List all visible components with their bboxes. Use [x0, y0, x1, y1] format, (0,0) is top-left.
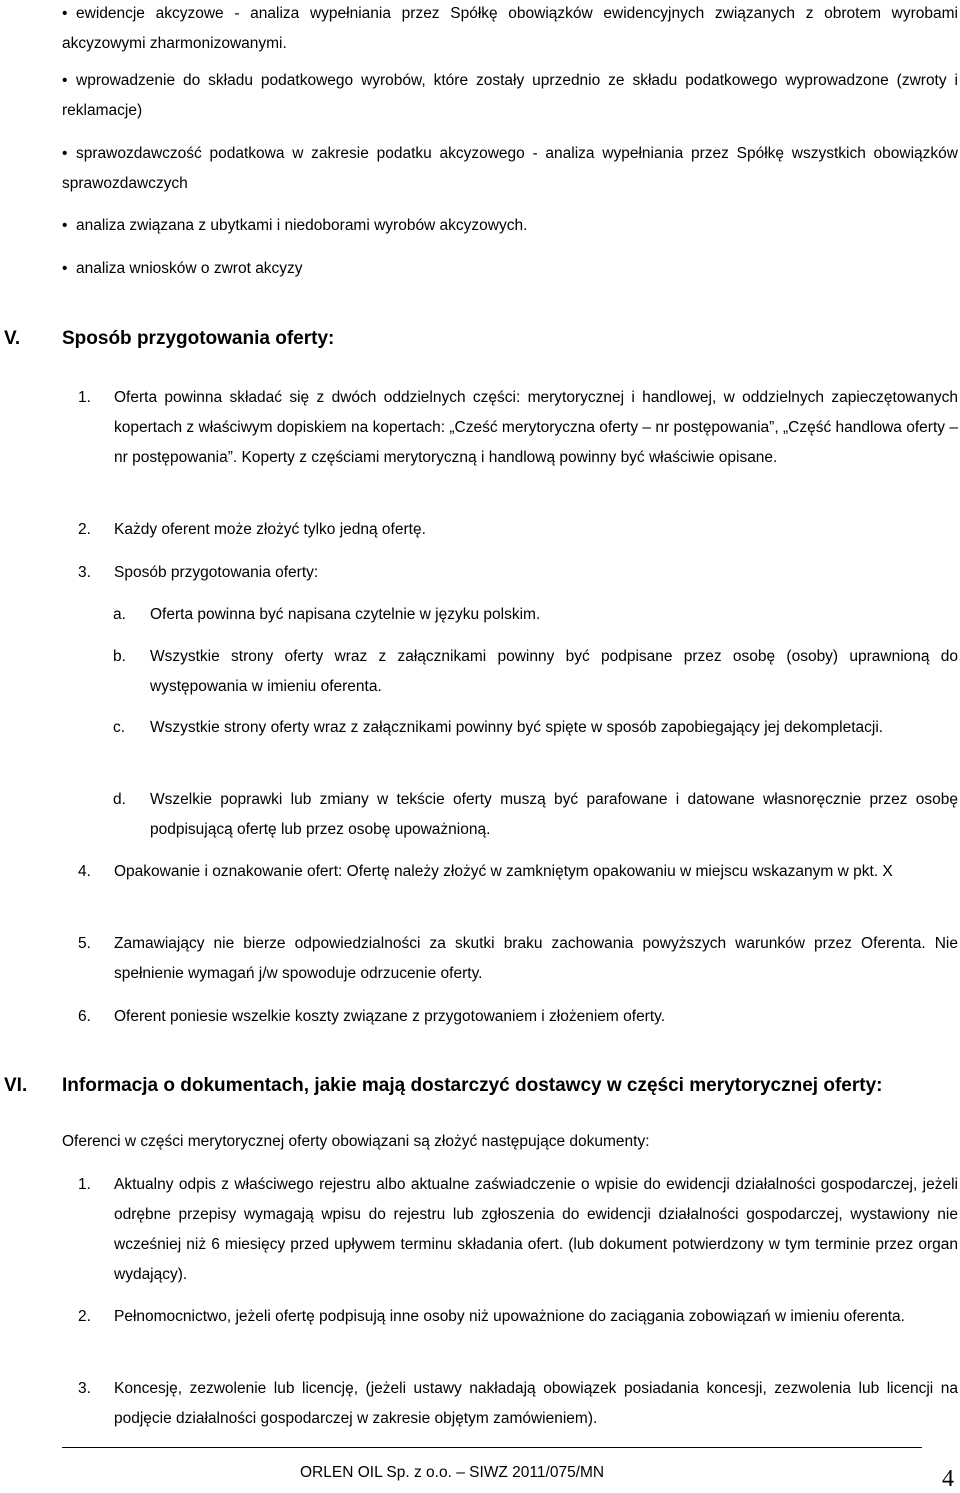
- list-item: 5. Zamawiający nie bierze odpowiedzialności za skutki braku zachowania powyższych warunków przez Oferenta. Nie spełnienie wymagań j/w spowoduje odrzucenie oferty.: [78, 935, 958, 982]
- bullet-item: • analiza związana z ubytkami i niedoborami wyrobów akcyzowych.: [62, 211, 958, 241]
- bullet-icon: •: [62, 217, 68, 234]
- list-item: 1. Aktualny odpis z właściwego rejestru albo aktualne zaświadczenie o wpisie do ewidencji działalności gospodarczej, jeżeli odrębne przepisy wymagają wpisu do rejestru lub zgłoszenia do ewidencji działalności gospodarczej, wystawiony nie wcześniej niż 6 miesięcy przed upływem terminu składania ofert. (lub dokument potwierdzony w tym terminie przez organ wydający).: [78, 1176, 958, 1283]
- bullet-icon: •: [62, 72, 68, 89]
- bullet-icon: •: [62, 145, 68, 162]
- list-item: 4. Opakowanie i oznakowanie ofert: Ofertę należy złożyć w zamkniętym opakowaniu w miejscu wskazanym w pkt. X: [78, 863, 893, 880]
- list-item: 6. Oferent poniesie wszelkie koszty związane z przygotowaniem i złożeniem oferty.: [78, 1008, 666, 1025]
- section-number: V.: [4, 328, 21, 349]
- section-title: Sposób przygotowania oferty:: [62, 328, 335, 349]
- list-item: 3. Koncesję, zezwolenie lub licencję, (jeżeli ustawy nakładają obowiązek posiadania koncesji, zezwolenia lub licencji na podjęcie działalności gospodarczej w zakresie objętym zamówieniem).: [78, 1380, 958, 1427]
- footer-text: ORLEN OIL Sp. z o.o. – SIWZ 2011/075/MN: [300, 1464, 605, 1481]
- sub-list-item: c. Wszystkie strony oferty wraz z załącznikami powinny być spięte w sposób zapobiegający jej dekompletacji.: [113, 719, 884, 736]
- list-item: 3. Sposób przygotowania oferty:: [78, 564, 319, 581]
- bullet-item: • sprawozdawczość podatkowa w zakresie podatku akcyzowego - analiza wypełniania przez Spółkę wszystkich obowiązków sprawozdawczych: [62, 139, 958, 199]
- footer-divider: [62, 1447, 922, 1448]
- section-title: Informacja o dokumentach, jakie mają dostarczyć dostawcy w części merytorycznej oferty:: [62, 1075, 883, 1096]
- bullet-item: • ewidencje akcyzowe - analiza wypełniania przez Spółkę obowiązków ewidencyjnych związanych z obrotem wyrobami akcyzowymi zharmonizowanymi.: [62, 0, 958, 59]
- sub-list-item: b. Wszystkie strony oferty wraz z załącznikami powinny być podpisane przez osobę (osoby) uprawnioną do występowania w imieniu oferenta.: [113, 648, 958, 695]
- list-item: 1. Oferta powinna składać się z dwóch oddzielnych części: merytorycznej i handlowej, w oddzielnych zapieczętowanych kopertach z właściwym dopiskiem na kopertach: „Cześć merytoryczna oferty – nr postępowania”, „Część handlowa oferty – nr postępowania”. Koperty z częściami merytoryczną i handlową powinny być właściwie opisane.: [78, 389, 958, 466]
- sub-list-item: a. Oferta powinna być napisana czytelnie w języku polskim.: [113, 606, 541, 623]
- page-number: 4: [942, 1466, 954, 1492]
- list-item: 2. Pełnomocnictwo, jeżeli ofertę podpisują inne osoby niż upoważnione do zaciągania zobowiązań w imieniu oferenta.: [78, 1308, 905, 1325]
- section-intro: Oferenci w części merytorycznej oferty obowiązani są złożyć następujące dokumenty:: [62, 1133, 650, 1150]
- section-vi-heading: [4, 1071, 960, 1101]
- section-v-heading: [4, 324, 704, 354]
- sub-list-item: d. Wszelkie poprawki lub zmiany w tekście oferty muszą być parafowane i datowane własnoręcznie przez osobę podpisującą ofertę lub przez osobę upoważnioną.: [113, 791, 958, 838]
- bullet-icon: •: [62, 260, 68, 277]
- bullet-icon: •: [62, 5, 68, 22]
- bullet-item: • analiza wniosków o zwrot akcyzy: [62, 254, 958, 284]
- bullet-item: • wprowadzenie do składu podatkowego wyrobów, które zostały uprzednio ze składu podatkowego wyprowadzone (zwroty i reklamacje): [62, 66, 958, 126]
- list-item: 2. Każdy oferent może złożyć tylko jedną ofertę.: [78, 521, 426, 538]
- section-number: VI.: [4, 1075, 28, 1096]
